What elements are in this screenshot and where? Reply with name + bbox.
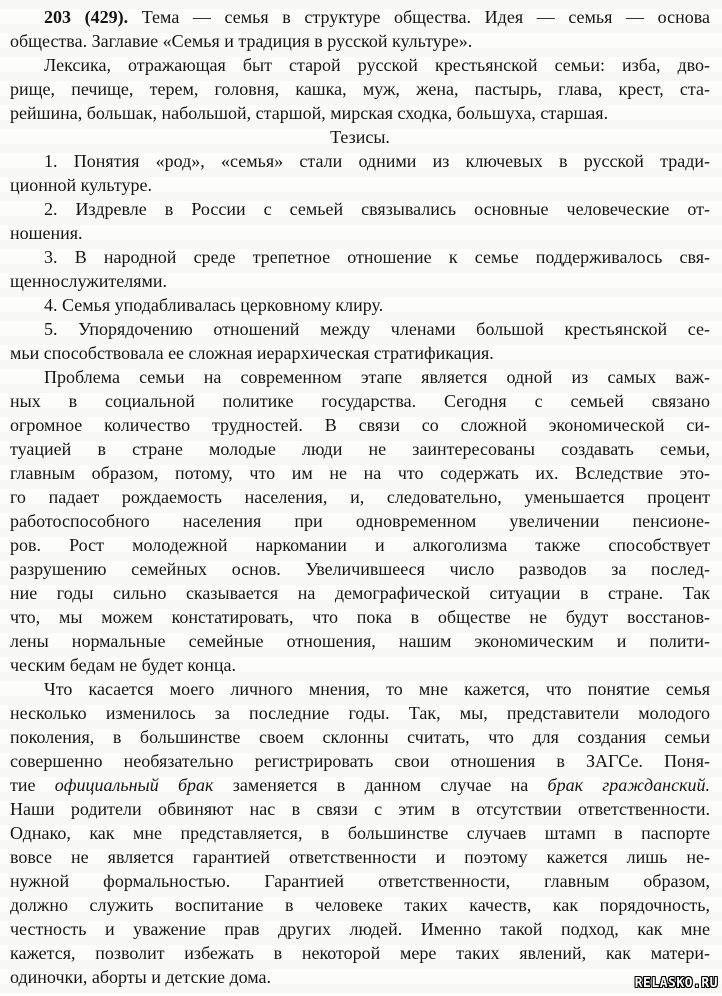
text-line: щеннослужителями. (10, 271, 168, 291)
text-line: должно служить воспитание в человеке таких качеств, как порядочность, (10, 895, 710, 915)
text-line: лены нормальные семейные отношения, нашим экономическим и полити- (10, 631, 710, 651)
text-line: ношения. (10, 223, 83, 243)
text-line: огромное количество трудностей. В связи со сложной экономической си- (10, 415, 710, 435)
text-line: одиночки, аборты и детские дома. (10, 967, 272, 987)
text-line: ческим бедам не будет конца. (10, 655, 237, 675)
text-line: кажется, позволит избежать в некоторой мере таких явлений, как матери- (10, 943, 710, 963)
text-line: 203 (429). Тема — семья в структуре общества. Идея — семья — основа (44, 7, 710, 27)
text-line: Лексика, отражающая быт старой русской крестьянской семьи: изба, дво- (44, 55, 710, 75)
text-line: Наши родители обвиняют нас в связи с этим в отсутствии ответственности. (10, 799, 710, 819)
text-line: рейшина, большак, набольшой, старшой, мирская сходка, большуха, старшая. (10, 103, 609, 123)
text-line: главным образом, потому, что им не на что содержать их. Вследствие это- (10, 463, 710, 483)
text-line: разрушению семейных основ. Увеличившееся число разводов за послед- (10, 559, 710, 579)
text-line: общества. Заглавие «Семья и традиция в русской культуре». (10, 31, 473, 51)
text-line: Тезисы. (330, 127, 390, 147)
text-line: несколько изменилось за последние годы. Так, мы, представители молодого (10, 703, 710, 723)
text-line: что, мы можем констатировать, что пока в обществе не будут восстанов- (10, 607, 710, 627)
text-line: вовсе не является гарантией ответственности и поэтому кажется лишь не- (10, 847, 710, 867)
text-line: работоспособного населения при одновременном увеличении пенсионе- (10, 511, 710, 531)
text-line: Проблема семьи на современном этапе является одной из самых важ- (44, 367, 710, 387)
text-line: рище, печище, терем, головня, кашка, муж, жена, пастырь, глава, крест, ста- (10, 79, 710, 99)
text-block (10, 5, 710, 989)
watermark-relasko: RELASKO.RU (634, 976, 718, 991)
text-line: 2. Издревле в России с семьей связывались основные человеческие от- (44, 199, 710, 219)
text-line: ционной культуре. (10, 175, 152, 195)
text-line: 4. Семья уподабливалась церковному клиру. (44, 295, 384, 315)
text-line: ров. Рост молодежной наркомании и алкоголизма также способствует (10, 535, 710, 555)
text-line: туацией в стране молодые люди не заинтересованы создавать семьи, (10, 439, 710, 459)
text-line: Что касается моего личного мнения, то мне кажется, что понятие семья (44, 679, 710, 699)
text-line: 5. Упорядочению отношений между членами большой крестьянской се- (44, 319, 710, 339)
text-line: поколения, в большинстве своем склонны считать, что для создания семьи (10, 727, 710, 747)
text-line: 1. Понятия «род», «семья» стали одними из ключевых в русской тради- (44, 151, 710, 171)
text-line: мьи способствовала ее сложная иерархическая стратификация. (10, 343, 494, 363)
text-line: нужной формальностью. Гарантией ответственности, главным образом, (10, 871, 710, 891)
text-line: честность и уважение прав других людей. Именно такой подход, как мне (10, 919, 710, 939)
text-line: ние годы сильно сказывается на демографической ситуации в стране. Так (10, 583, 710, 603)
text-line: го падает рождаемость населения, и, следовательно, уменьшается процент (10, 487, 710, 507)
text-line: Однако, как мне представляется, в большинстве случаев штамп в паспорте (10, 823, 710, 843)
text-line: совершенно необязательно регистрировать свои отношения в ЗАГСе. Поня- (10, 751, 710, 771)
text-line: 3. В народной среде трепетное отношение к семье поддерживалось свя- (44, 247, 710, 267)
text-line: тие официальный брак заменяется в данном случае на брак гражданский. (10, 775, 710, 795)
text-line: ных в социальной политике государства. Сегодня с семьей связано (10, 391, 710, 411)
